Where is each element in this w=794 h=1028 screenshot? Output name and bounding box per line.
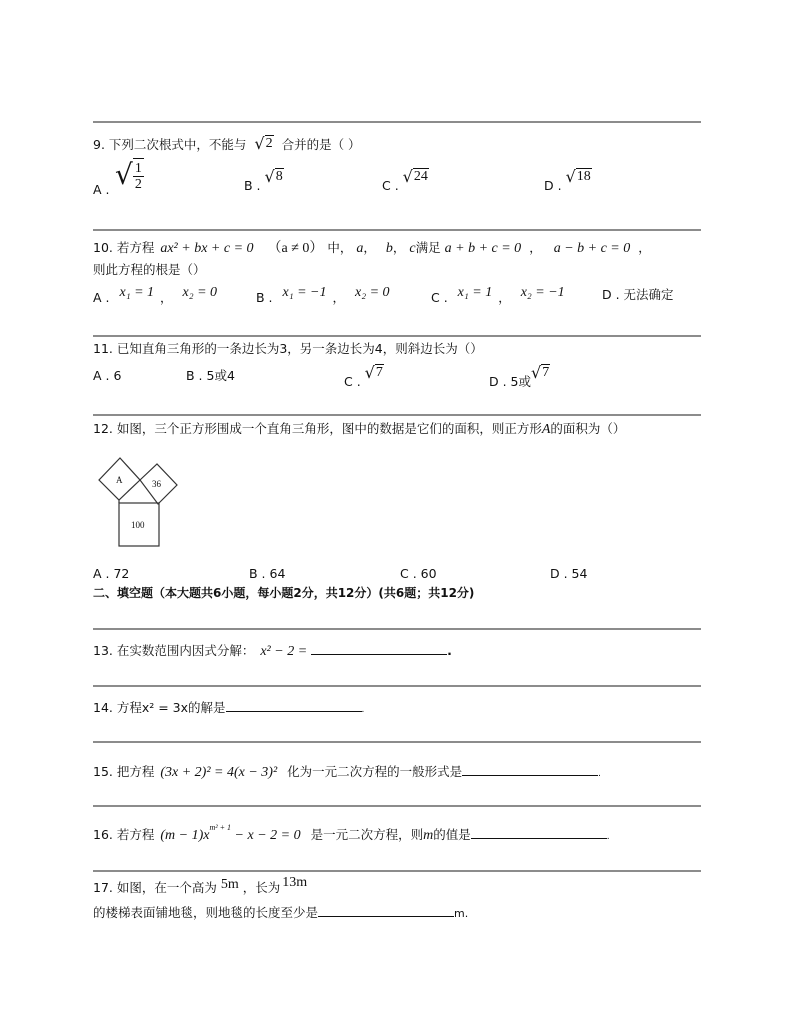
divider-q14 <box>93 685 701 687</box>
divider-q9 <box>93 121 701 123</box>
divider-q11 <box>93 335 701 337</box>
q9-option-c: C . √ 24 <box>382 167 428 193</box>
q10-option-c: C . x₁ = 1 ， x₂ = −1 <box>431 285 565 305</box>
q12-option-d: D . 54 <box>550 566 588 581</box>
section-title-fill-in: 二、填空题（本大题共6小题，每小题2分，共12分）(共6题；共12分) <box>93 586 475 600</box>
divider-q13 <box>93 628 701 630</box>
q16-stem: 16. 若方程 $(m - 1)x^{m^2 + 1} - x - 2 = 0$ 是一元二次方程，则m的值是 . <box>93 823 610 844</box>
q9-option-a: A . √ $\frac{1}{2}$ <box>93 158 142 197</box>
q17-stem: 17. 如图，在一个高为 5m ，长为 13m <box>93 875 308 895</box>
q11-option-b: B . 5或4 <box>186 368 235 383</box>
divider-q12 <box>93 414 701 416</box>
label-36: 36 <box>152 479 161 489</box>
q12-option-b: B . 64 <box>249 566 286 581</box>
q10-option-b: B . x₁ = −1 ， x₂ = 0 <box>256 285 390 305</box>
sqrt-half: √ $\frac{1}{2}$ <box>115 158 142 192</box>
q10-option-d: D . 无法确定 <box>602 287 674 302</box>
divider-q10 <box>93 229 701 231</box>
divider-q17 <box>93 870 701 872</box>
q14-answer-blank[interactable] <box>226 697 362 712</box>
q15-answer-blank[interactable] <box>462 761 598 776</box>
q11-option-d: D . 5或 √ 7 <box>489 363 550 389</box>
q10-stem: 10. 若方程 ax² + bx + c = 0 （a ≠ 0） 中， a， b， c满足 a + b + c = 0 ， a − b + c = 0 ， <box>93 240 651 256</box>
q15-stem: 15. 把方程 (3x + 2)² = 4(x − 3)² 化为一元二次方程的一般形式是 . <box>93 761 601 782</box>
divider-q15 <box>93 741 701 743</box>
q11-option-c: C . √ 7 <box>344 363 383 389</box>
q12-option-a: A . 72 <box>93 566 130 581</box>
q12-option-c: C . 60 <box>400 566 437 581</box>
label-100: 100 <box>131 520 145 530</box>
q13-stem: 13. 在实数范围内因式分解： x² − 2 = . <box>93 640 452 660</box>
label-a: A <box>116 475 123 485</box>
q11-option-a: A . 6 <box>93 368 122 383</box>
q17-stem-line2: 的楼梯表面铺地毯，则地毯的长度至少是 m. <box>93 902 468 922</box>
divider-q16 <box>93 805 701 807</box>
q17-answer-blank[interactable] <box>318 902 454 917</box>
q16-answer-blank[interactable] <box>471 824 607 839</box>
q12-stem: 12. 如图，三个正方形围成一个直角三角形，图中的数据是它们的面积，则正方形A的面积为（） <box>93 421 626 437</box>
q11-stem: 11. 已知直角三角形的一条边长为3，另一条边长为4，则斜边长为（） <box>93 341 483 356</box>
q10-option-a: A . x₁ = 1 ， x₂ = 0 <box>93 285 218 305</box>
q9-option-b: B . √ 8 <box>244 167 283 193</box>
q14-stem: 14. 方程x² = 3x的解是 . <box>93 697 364 718</box>
sqrt-2: √ 2 <box>254 134 273 153</box>
q9-option-d: D . √ 18 <box>544 167 591 193</box>
q9-stem: 9. 下列二次根式中，不能与 √ 2 合并的是（ ） <box>93 134 361 153</box>
squares-figure <box>96 454 182 550</box>
q13-answer-blank[interactable] <box>311 640 447 655</box>
q10-stem-line2: 则此方程的根是（） <box>93 262 206 277</box>
